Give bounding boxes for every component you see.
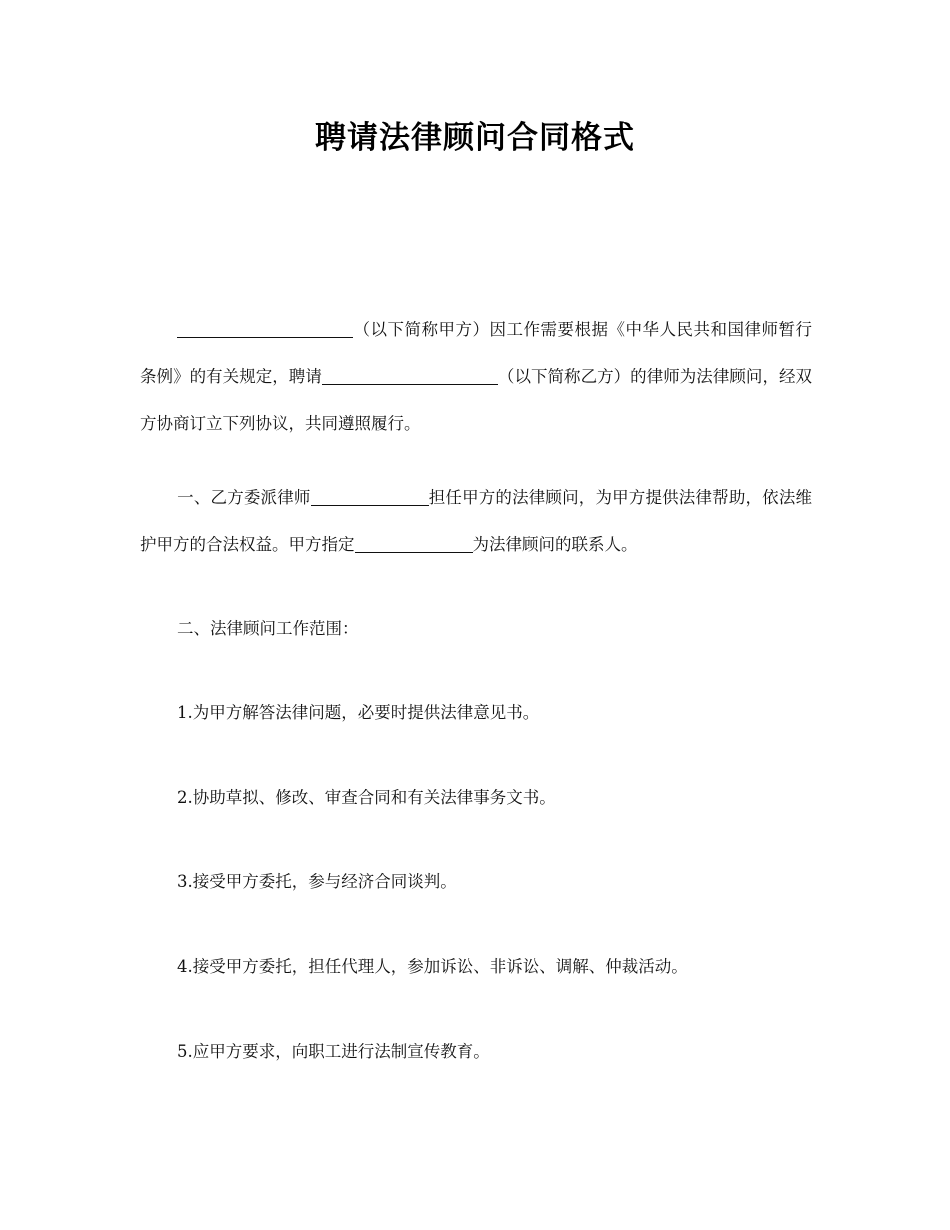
scope-item-5: 5.应甲方要求，向职工进行法制宣传教育。 [177, 1042, 490, 1061]
clause-1-text-part1: 一、乙方委派律师 [177, 488, 311, 507]
document-title: 聘请法律顾问合同格式 [315, 120, 635, 156]
contact-person-blank[interactable] [355, 534, 473, 553]
scope-item-4: 4.接受甲方委托，担任代理人，参加诉讼、非诉讼、调解、仲裁活动。 [177, 957, 688, 976]
party-b-name-blank[interactable] [322, 366, 498, 385]
intro-text-part2: （以下简称乙方）的律师为法律顾问，经双方协商订立下列协议，共同遵照履行。 [140, 367, 813, 433]
intro-text-part1: （以下简称甲方）因工作需要根据《中华人民共和国律师暂行条例》的有关规定，聘请 [140, 320, 812, 386]
intro-paragraph [140, 306, 812, 447]
lawyer-name-blank[interactable] [311, 487, 429, 506]
clause-1-text-part2: 担任甲方的法律顾问，为甲方提供法律帮助，依法维护甲方的合法权益。甲方指定 [140, 488, 812, 554]
clause-2-heading: 二、法律顾问工作范围： [177, 619, 359, 638]
scope-item-3: 3.接受甲方委托，参与经济合同谈判。 [177, 872, 457, 891]
scope-item-2: 2.协助草拟、修改、审查合同和有关法律事务文书。 [177, 788, 556, 807]
scope-item-1: 1.为甲方解答法律问题，必要时提供法律意见书。 [177, 703, 540, 722]
clause-1-paragraph [140, 474, 812, 568]
party-a-name-blank[interactable] [177, 319, 353, 338]
clause-1-text-part3: 为法律顾问的联系人。 [472, 535, 638, 554]
